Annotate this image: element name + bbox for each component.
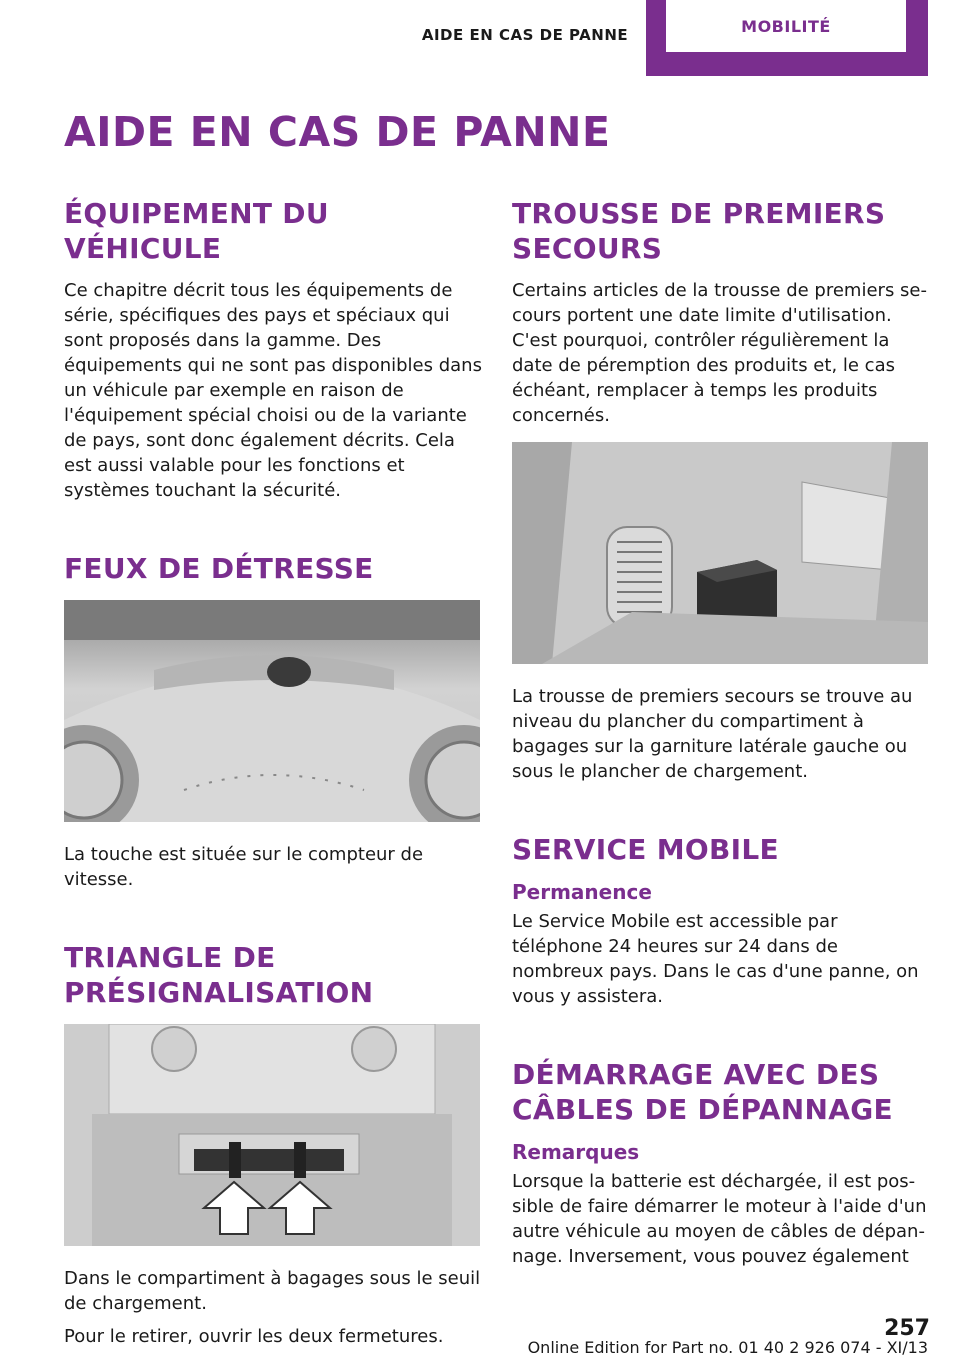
left-column (64, 196, 484, 1357)
hazard-button-photo (64, 600, 480, 822)
mobile-text: Le Service Mobile est accessible par téléphone 24 heures sur 24 dans de nombreux pays. Dans le cas d'une panne, on vous y assistera. (512, 911, 919, 1007)
page-title: AIDE EN CAS DE PANNE (64, 108, 611, 156)
right-column (512, 196, 930, 1277)
footer-edition: Online Edition for Part no. 01 40 2 926 074 - XI/13 (527, 1338, 928, 1357)
hazard-heading: FEUX DE DÉTRESSE (64, 552, 374, 585)
firstaid-heading: TROUSSE DE PREMIERS SECOURS (512, 197, 886, 265)
jumpstart-subheading: Remarques (512, 1140, 640, 1164)
triangle-heading: TRIANGLE DE PRÉSIGNALISATION (64, 941, 374, 1009)
mobile-subheading: Permanence (512, 880, 652, 904)
equipment-text: Ce chapitre décrit tous les équipements de série, spécifiques des pays et spéciaux qui sont proposés dans la gamme. Des équipements qui ne sont pas disponibles dans un véhicule par exemple en raison de l'équipement spécial choisi ou de la variante de pays, sont donc également décrits. Cela est aussi valable pour les fonctions et systèmes touchant la sécurité. (64, 280, 482, 501)
triangle-caption-location: Dans le compartiment à bagages sous le seuil de chargement. (64, 1268, 481, 1314)
warning-triangle-photo (64, 1024, 480, 1246)
firstaid-text: Certains articles de la trousse de premiers secours portent une date limite d'utilisation. C'est pourquoi, contrôler régulièrement la date de péremption des produits et, le cas échéant, remplacer à temps les produits concernés. (512, 280, 927, 426)
mobile-heading: SERVICE MOBILE (512, 833, 779, 866)
jumpstart-text: Lorsque la batterie est déchargée, il est possible de faire démarrer le moteur à l'aide d'un autre véhicule au moyen de câbles de dépannage. Inversement, vous pouvez également (512, 1171, 927, 1267)
page-number: 257 (884, 1316, 930, 1341)
header-section-title: AIDE EN CAS DE PANNE (421, 26, 629, 44)
hazard-caption: La touche est située sur le compteur de vitesse. (64, 844, 424, 890)
header-chapter-tab (646, 0, 928, 76)
triangle-caption-removal: Pour le retirer, ouvrir les deux fermetures. (64, 1326, 444, 1347)
equipment-heading: ÉQUIPEMENT DU VÉHICULE (64, 197, 329, 265)
header-chapter-label: MOBILITÉ (666, 0, 906, 52)
firstaid-caption: La trousse de premiers secours se trouve au niveau du plancher du compartiment à bagages sur la garniture latérale gauche ou sous le plancher de chargement. (512, 686, 913, 782)
firstaid-kit-photo (512, 442, 928, 664)
jumpstart-heading: DÉMARRAGE AVEC DES CÂBLES DE DÉPANNAGE (512, 1058, 893, 1126)
